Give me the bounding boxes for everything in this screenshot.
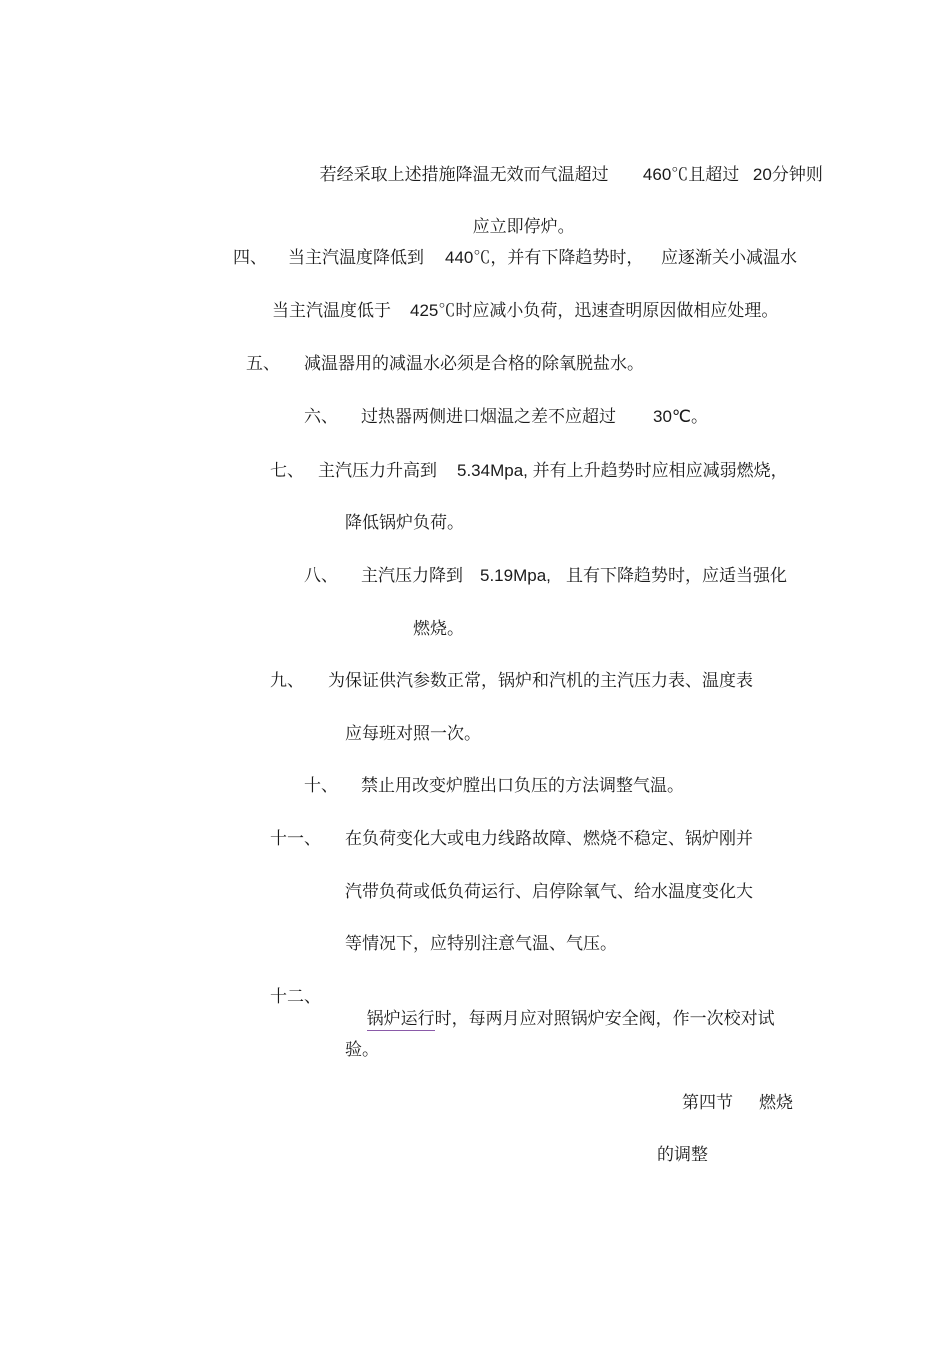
paragraph-line: 降低锅炉负荷。 <box>345 513 464 533</box>
paragraph-line: 燃烧。 <box>413 619 464 639</box>
paragraph-line: 5.34Mpa, 并有上升趋势时应相应减弱燃烧， <box>457 461 788 480</box>
paragraph-line: 当主汽温度降低到 <box>288 248 424 268</box>
list-marker: 九、 <box>270 671 304 691</box>
text-run: 20分钟则 <box>752 165 823 184</box>
list-marker: 四、 <box>233 248 267 268</box>
paragraph-line: 440℃，并有下降趋势时， <box>445 248 644 267</box>
paragraph-line: 主汽压力降到 <box>361 566 463 586</box>
list-marker: 五、 <box>246 354 280 374</box>
paragraph-line <box>624 142 739 208</box>
section-heading-title-cont: 的调整 <box>657 1145 708 1165</box>
paragraph-line: 主汽压力升高到 <box>318 461 437 481</box>
paragraph-line: 30℃。 <box>653 407 709 426</box>
paragraph-line: 等情况下，应特别注意气温、气压。 <box>345 934 617 954</box>
paragraph-line: 汽带负荷或低负荷运行、启停除氧气、给水温度变化大 <box>345 882 753 902</box>
paragraph-line: 为保证供汽参数正常，锅炉和汽机的主汽压力表、温度表 <box>328 671 753 691</box>
text-run: 若经采取上述措施降温无效而气温超过 <box>319 165 609 185</box>
text-run: 460℃且超过 <box>642 165 740 184</box>
section-heading-title: 燃烧 <box>759 1093 793 1113</box>
paragraph-line <box>345 986 775 1052</box>
list-marker: 十二、 <box>270 987 321 1007</box>
paragraph-line: 在负荷变化大或电力线路故障、燃烧不稳定、锅炉刚并 <box>345 829 753 849</box>
list-marker: 六、 <box>304 407 338 427</box>
paragraph-line: 应每班对照一次。 <box>345 724 481 744</box>
list-marker: 七、 <box>270 461 304 481</box>
paragraph-line: 过热器两侧进口烟温之差不应超过 <box>361 407 616 427</box>
paragraph-line: 减温器用的减温水必须是合格的除氧脱盐水。 <box>304 354 644 374</box>
paragraph-line: 当主汽温度低于 <box>272 301 391 321</box>
list-marker: 八、 <box>304 566 338 586</box>
hyperlink[interactable]: 锅炉运行 <box>366 1009 435 1029</box>
paragraph-line: 425℃时应减小负荷，迅速查明原因做相应处理。 <box>410 301 779 320</box>
paragraph-line: 验。 <box>345 1040 379 1060</box>
text-run: 时，每两月应对照锅炉安全阀，作一次校对试 <box>434 1009 775 1029</box>
section-heading-number: 第四节 <box>682 1093 733 1113</box>
paragraph-line <box>734 142 823 208</box>
paragraph-line: 5.19Mpa, <box>480 566 551 585</box>
list-marker: 十一、 <box>270 829 321 849</box>
text-run: 应立即停炉。 <box>472 217 575 237</box>
paragraph-line: 应逐渐关小减温水 <box>661 248 797 268</box>
list-marker: 十、 <box>304 776 338 796</box>
paragraph-line: 禁止用改变炉膛出口负压的方法调整气温。 <box>361 776 684 796</box>
paragraph-line: 且有下降趋势时，应适当强化 <box>566 566 787 586</box>
